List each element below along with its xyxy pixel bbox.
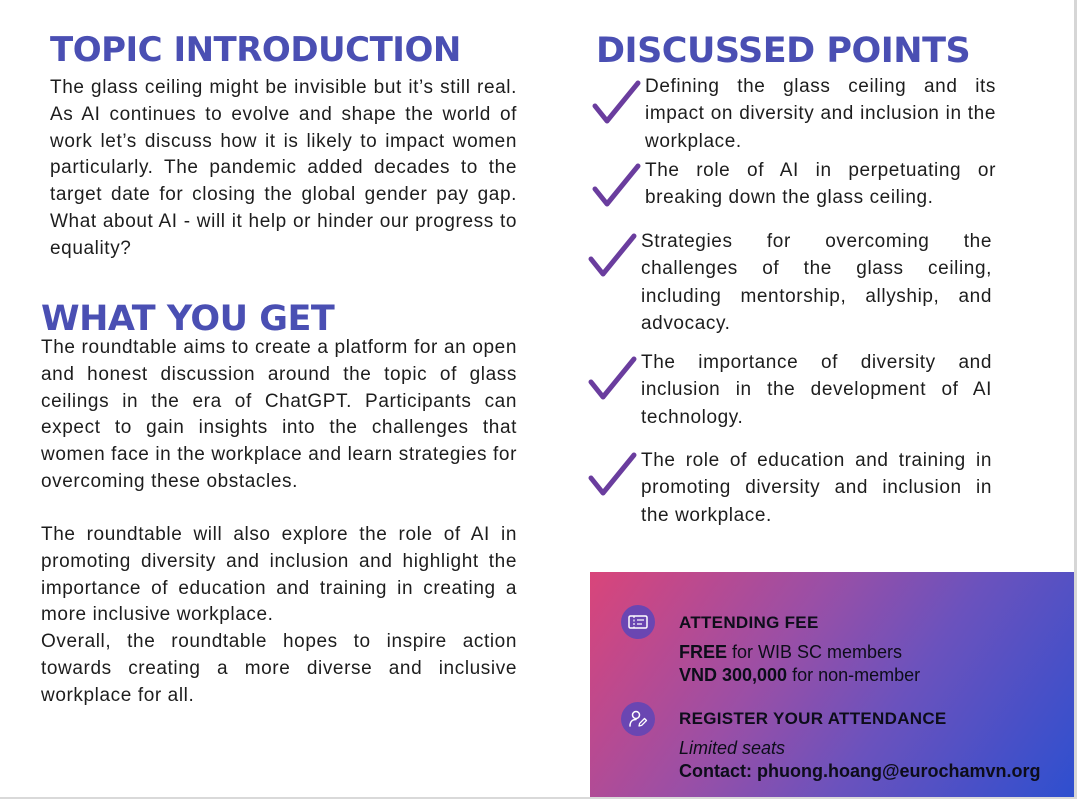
contact-email-text[interactable]: Contact: phuong.hoang@eurochamvn.org: [679, 761, 1041, 781]
discussed-point: Strategies for overcoming the challenges of the glass ceiling, including mentorship, allyship, and advocacy.: [641, 231, 992, 335]
checkmark-icon: [588, 232, 638, 278]
checkmark-icon: [588, 355, 638, 401]
checkmark-icon: [592, 79, 642, 125]
fee-nonmember-amount: VND 300,000: [679, 665, 788, 685]
ticket-icon: [621, 605, 655, 639]
topic-introduction-text: The glass ceiling might be invisible but it’s still real. As AI continues to evolve and shape the world of work let’s discuss how it is likely to impact women particularly. The pandemic added decades to the target date for closing the global gender pay gap. What about AI - will it help or hinder our progress to equality?: [50, 77, 517, 259]
what-you-get-paragraph: Overall, the roundtable hopes to inspire action towards creating a more diverse and inclusive workplace for all.: [41, 631, 517, 706]
discussed-points-heading: DISCUSSED POINTS: [596, 31, 971, 71]
fee-nonmember-label: for non-member: [787, 665, 921, 685]
topic-introduction-heading: TOPIC INTRODUCTION: [50, 30, 461, 70]
discussed-point: The role of education and training in promoting diversity and inclusion in the workplace.: [641, 450, 992, 526]
discussed-point: Defining the glass ceiling and its impact on diversity and inclusion in the workplace.: [645, 76, 996, 152]
event-info-box: [590, 572, 1074, 797]
discussed-point: The role of AI in perpetuating or breaking down the glass ceiling.: [645, 160, 996, 209]
discussed-point: The importance of diversity and inclusion in the development of AI technology.: [641, 352, 992, 428]
what-you-get-paragraph: The roundtable aims to create a platform for an open and honest discussion around the topic of glass ceilings in the era of ChatGPT. Participants can expect to gain insights into the challenges that women face in the workplace and learn strategies for overcoming these obstacles.: [41, 337, 517, 492]
attending-fee-title: ATTENDING FEE: [679, 613, 819, 632]
fee-member-label: for WIB SC members: [727, 642, 903, 662]
checkmark-icon: [588, 451, 638, 497]
limited-seats-text: Limited seats: [679, 738, 786, 758]
contact-email[interactable]: [679, 761, 1041, 782]
fee-nonmember-line: [679, 665, 920, 686]
fee-member-line: [679, 642, 902, 663]
what-you-get-heading: WHAT YOU GET: [41, 299, 335, 339]
checkmark-icon: [592, 162, 642, 208]
user-edit-icon: [621, 702, 655, 736]
fee-member-amount: FREE: [679, 642, 728, 662]
register-title: REGISTER YOUR ATTENDANCE: [679, 709, 947, 728]
what-you-get-paragraph: The roundtable will also explore the role of AI in promoting diversity and inclusion and highlight the importance of education and training in creating a more inclusive workplace.: [41, 524, 517, 626]
